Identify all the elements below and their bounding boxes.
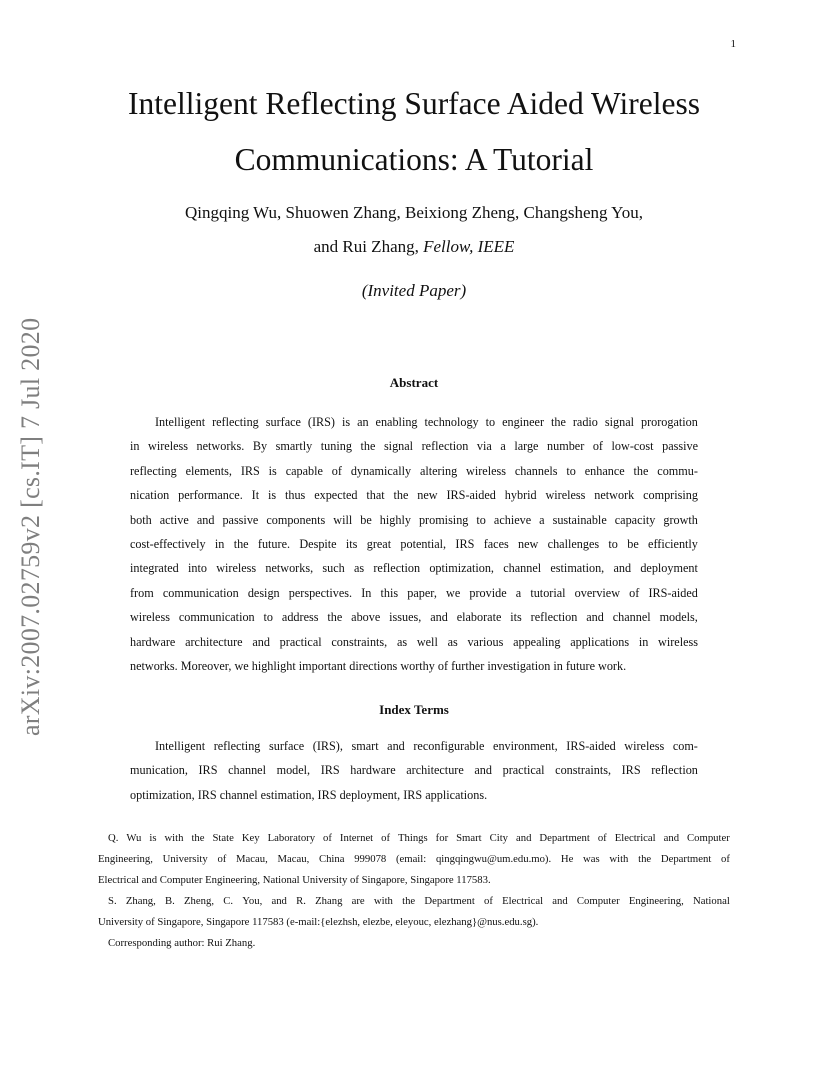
- word: signal: [604, 415, 634, 429]
- word: and: [613, 561, 632, 576]
- word: elements,: [185, 463, 232, 478]
- word: Computer: [159, 874, 206, 886]
- word: to: [485, 415, 496, 429]
- word: reflecting: [212, 415, 259, 429]
- word: Rui: [207, 937, 226, 949]
- word: channel: [228, 763, 266, 778]
- word: highly: [379, 512, 411, 527]
- word: provide: [469, 585, 507, 600]
- word: we: [234, 658, 252, 673]
- word: channel: [219, 787, 261, 802]
- word: and: [663, 832, 680, 844]
- word: reflection: [530, 610, 578, 625]
- word: radio: [572, 415, 598, 429]
- word: surface: [265, 415, 301, 429]
- word: National: [692, 895, 730, 907]
- word: engineer: [502, 415, 545, 429]
- word: hybrid: [504, 488, 537, 503]
- word: Q.: [108, 832, 119, 844]
- word: and: [141, 874, 160, 886]
- word: is: [267, 488, 277, 503]
- word: IRS: [198, 763, 218, 778]
- word: Computer: [687, 832, 730, 844]
- word: Macau,: [236, 853, 268, 865]
- word: practical: [502, 763, 545, 778]
- word: hardware: [130, 634, 176, 649]
- word: the: [360, 439, 376, 454]
- word: and: [387, 739, 405, 753]
- word: and: [252, 634, 270, 649]
- word: models,: [659, 610, 698, 625]
- word: the: [402, 895, 416, 907]
- word: deployment,: [339, 787, 404, 802]
- word: constraints,: [331, 634, 388, 649]
- word: Laboratory: [267, 832, 316, 844]
- word: elaborate: [456, 610, 502, 625]
- word: passive: [222, 512, 259, 527]
- word: University: [302, 874, 351, 886]
- index-terms-line: [130, 734, 698, 758]
- word: the: [633, 463, 649, 478]
- word: author:: [174, 937, 208, 949]
- word: network: [594, 488, 635, 503]
- word: in: [638, 634, 649, 649]
- word: of: [721, 853, 730, 865]
- word: great: [366, 536, 392, 551]
- word: the: [551, 415, 566, 429]
- word: cost-effectively: [130, 536, 206, 551]
- word: China: [318, 853, 345, 865]
- word: future: [565, 658, 599, 673]
- word: Zhang: [315, 895, 343, 907]
- word: surface: [268, 739, 305, 753]
- word: above: [351, 610, 381, 625]
- word: Zheng,: [184, 895, 215, 907]
- word: address: [281, 610, 319, 625]
- word: of: [592, 439, 603, 454]
- word: wireless: [545, 488, 586, 503]
- word: qingqingwu@um.edu.mo).: [435, 853, 552, 865]
- word: IRS: [197, 787, 220, 802]
- word: various: [467, 634, 504, 649]
- word: commu-: [657, 463, 698, 478]
- word: tuning: [320, 439, 352, 454]
- word: to: [263, 610, 274, 625]
- word: 117583: [252, 916, 287, 928]
- abstract-line: [130, 605, 698, 629]
- word: (e-mail:{elezhsh,: [286, 916, 363, 928]
- word: B.: [165, 895, 175, 907]
- word: that: [366, 488, 385, 503]
- word: practical: [279, 634, 322, 649]
- word: via: [476, 439, 492, 454]
- word: IRS-aided: [446, 488, 496, 503]
- index-terms-heading: Index Terms: [379, 702, 449, 717]
- word: 999078: [354, 853, 387, 865]
- word: Singapore: [206, 916, 253, 928]
- word: and: [474, 763, 492, 778]
- word: important: [298, 658, 350, 673]
- word: Despite: [299, 536, 337, 551]
- paper-title-line-2: Communications: A Tutorial: [234, 142, 594, 177]
- word: IRS: [621, 763, 641, 778]
- word: munication,: [130, 763, 188, 778]
- footnote-line: [98, 849, 730, 870]
- abstract-line: [130, 654, 698, 678]
- word: channels: [514, 463, 558, 478]
- index-terms-paragraph: [130, 734, 698, 807]
- word: architecture: [185, 634, 243, 649]
- word: Engineering,: [205, 874, 263, 886]
- word: reflection: [651, 763, 698, 778]
- word: smartly: [275, 439, 313, 454]
- word: capable: [285, 463, 323, 478]
- word: from: [130, 585, 154, 600]
- word: to: [476, 512, 486, 527]
- word: Moreover,: [180, 658, 235, 673]
- word: and: [552, 895, 568, 907]
- word: Computer: [576, 895, 620, 907]
- word: prorogation: [640, 415, 698, 429]
- word: design: [247, 585, 280, 600]
- word: (IRS): [307, 415, 335, 429]
- word: faces: [483, 536, 509, 551]
- footnote-line: [98, 912, 730, 933]
- word: well: [416, 634, 438, 649]
- word: perspectives.: [288, 585, 353, 600]
- word: City: [489, 832, 509, 844]
- word: appealing: [513, 634, 561, 649]
- word: an: [357, 415, 369, 429]
- word: IRS: [455, 536, 475, 551]
- word: thus: [284, 488, 306, 503]
- word: integrated: [130, 561, 179, 576]
- word: Singapore,: [157, 916, 207, 928]
- word: both: [130, 512, 152, 527]
- word: Engineering,: [98, 853, 153, 865]
- word: be: [360, 512, 372, 527]
- arxiv-identifier-stamp: arXiv:2007.02759v2 [cs.IT] 7 Jul 2020: [16, 317, 45, 736]
- word: By: [252, 439, 268, 454]
- word: constraints,: [555, 763, 612, 778]
- word: IRS: [317, 787, 340, 802]
- word: IRS-aided: [566, 739, 616, 753]
- word: Engineering,: [628, 895, 684, 907]
- word: eleyouc,: [395, 916, 434, 928]
- word: Department: [539, 832, 590, 844]
- page-number: 1: [730, 38, 736, 50]
- author-membership: Fellow, IEEE: [423, 237, 515, 256]
- word: (email:: [395, 853, 427, 865]
- word: a: [500, 439, 506, 454]
- word: of: [597, 832, 607, 844]
- word: altering: [419, 463, 458, 478]
- word: Smart: [456, 832, 482, 844]
- word: a: [515, 585, 522, 600]
- abstract-line: [130, 508, 698, 532]
- word: is: [149, 832, 157, 844]
- word: components: [266, 512, 326, 527]
- word: we: [446, 585, 461, 600]
- word: in: [553, 658, 566, 673]
- word: estimation,: [260, 787, 318, 802]
- word: of: [331, 463, 342, 478]
- word: wireless: [130, 610, 170, 625]
- word: reflecting: [213, 739, 261, 753]
- footnote-line: [98, 828, 730, 849]
- word: You,: [242, 895, 263, 907]
- abstract-line: [130, 410, 698, 434]
- word: model,: [276, 763, 311, 778]
- word: investigation: [487, 658, 554, 673]
- word: In: [361, 585, 372, 600]
- index-terms-line: [130, 783, 698, 807]
- word: the: [233, 536, 249, 551]
- word: and: [586, 610, 604, 625]
- word: applications: [570, 634, 630, 649]
- word: Things: [398, 832, 428, 844]
- word: worthy: [400, 658, 438, 673]
- word: comprising: [643, 488, 698, 503]
- abstract-line: [130, 581, 698, 605]
- word: networks,: [265, 561, 314, 576]
- word: expected: [314, 488, 358, 503]
- word: efficiently: [648, 536, 698, 551]
- word: a: [539, 512, 545, 527]
- word: Department: [660, 853, 712, 865]
- word: IRS: [320, 763, 340, 778]
- word: and: [196, 512, 215, 527]
- word: number: [547, 439, 585, 454]
- word: active: [159, 512, 189, 527]
- word: of: [323, 832, 332, 844]
- word: and: [516, 832, 532, 844]
- word: wireless: [216, 561, 257, 576]
- word: of: [381, 832, 391, 844]
- word: channel: [612, 610, 651, 625]
- author-list: [60, 196, 768, 264]
- word: new: [417, 488, 438, 503]
- word: with: [164, 832, 184, 844]
- word: as: [447, 634, 458, 649]
- abstract-line: [130, 532, 698, 556]
- footnote-line: [98, 891, 730, 912]
- author-list-line-1: Qingqing Wu, Shuowen Zhang, Beixiong Zheng, Changsheng You,: [185, 203, 643, 222]
- word: University: [98, 916, 146, 928]
- word: highlight: [251, 658, 299, 673]
- word: capacity: [614, 512, 656, 527]
- abstract-paragraph: [130, 410, 698, 678]
- word: large: [514, 439, 539, 454]
- word: channel: [503, 561, 542, 576]
- word: elezbe,: [362, 916, 396, 928]
- word: are: [351, 895, 365, 907]
- word: applications.: [425, 787, 488, 802]
- word: sustainable: [552, 512, 607, 527]
- word: enabling: [375, 415, 418, 429]
- word: Zhang.: [225, 937, 256, 949]
- word: with: [373, 895, 393, 907]
- word: work.: [598, 658, 627, 673]
- word: communication: [178, 610, 255, 625]
- word: Internet: [339, 832, 374, 844]
- word: low-cost: [611, 439, 654, 454]
- word: Electrical: [98, 874, 142, 886]
- word: as: [353, 561, 365, 576]
- paper-title: [60, 76, 768, 188]
- word: reflection: [421, 439, 469, 454]
- word: University: [162, 853, 208, 865]
- word: this: [380, 585, 399, 600]
- word: the: [638, 853, 652, 865]
- word: performance.: [178, 488, 243, 503]
- word: as: [396, 634, 408, 649]
- word: promising: [418, 512, 469, 527]
- word: Electrical: [614, 832, 656, 844]
- word: is: [341, 415, 351, 429]
- word: Singapore: [410, 874, 457, 886]
- word: was: [583, 853, 600, 865]
- word: challenges: [547, 536, 600, 551]
- word: directions: [349, 658, 401, 673]
- word: reconfigurable: [413, 739, 485, 753]
- word: optimization,: [130, 787, 198, 802]
- word: smart: [351, 739, 379, 753]
- word: of: [145, 916, 158, 928]
- word: potential,: [400, 536, 447, 551]
- footnote-line: [98, 870, 730, 891]
- word: It: [251, 488, 260, 503]
- author-footnotes: [98, 828, 730, 954]
- word: issues,: [389, 610, 422, 625]
- word: of: [217, 853, 227, 865]
- word: overview: [574, 585, 621, 600]
- word: wireless: [466, 463, 506, 478]
- word: IRS: [240, 463, 260, 478]
- word: Wu: [126, 832, 142, 844]
- word: is: [268, 463, 277, 478]
- word: estimation,: [550, 561, 605, 576]
- word: achieve: [493, 512, 532, 527]
- abstract-line: [130, 459, 698, 483]
- word: in: [130, 439, 140, 454]
- word: the: [327, 610, 343, 625]
- word: architecture: [406, 763, 464, 778]
- word: He: [560, 853, 574, 865]
- word: communication: [162, 585, 239, 600]
- word: of: [484, 895, 493, 907]
- word: and: [271, 895, 287, 907]
- abstract-line: [130, 483, 698, 507]
- abstract-heading: Abstract: [389, 375, 439, 390]
- word: such: [322, 561, 345, 576]
- word: National: [262, 874, 303, 886]
- word: Electrical: [502, 895, 544, 907]
- word: and: [430, 610, 448, 625]
- word: growth: [663, 512, 698, 527]
- word: nication: [130, 488, 170, 503]
- word: tutorial: [530, 585, 566, 600]
- word: R.: [296, 895, 306, 907]
- word: be: [627, 536, 639, 551]
- word: wireless: [148, 439, 188, 454]
- word: enhance: [584, 463, 625, 478]
- word: IRS: [403, 787, 426, 802]
- word: wireless: [658, 634, 698, 649]
- footnote-line: [98, 933, 730, 954]
- author-list-line-2-text: and Rui Zhang,: [313, 237, 424, 256]
- word: its: [345, 536, 358, 551]
- word: its: [510, 610, 522, 625]
- word: Singapore,: [361, 874, 411, 886]
- word: with: [609, 853, 629, 865]
- word: com-: [672, 739, 698, 753]
- word: in: [214, 536, 225, 551]
- word: into: [187, 561, 207, 576]
- index-terms-line: [130, 758, 698, 782]
- abstract-line: [130, 630, 698, 654]
- word: elezhang}@nus.edu.sg).: [434, 916, 539, 928]
- word: hardware: [350, 763, 396, 778]
- word: wireless: [624, 739, 665, 753]
- word: passive: [662, 439, 698, 454]
- word: C.: [223, 895, 234, 907]
- word: Zhang,: [125, 895, 156, 907]
- word: the: [393, 488, 409, 503]
- author-list-line-2: [60, 230, 768, 264]
- word: reflecting: [130, 463, 177, 478]
- word: environment,: [493, 739, 558, 753]
- invited-paper-note: (Invited Paper): [361, 281, 467, 300]
- word: Key: [241, 832, 260, 844]
- word: of: [437, 658, 452, 673]
- word: further: [451, 658, 488, 673]
- word: Corresponding: [108, 937, 175, 949]
- word: the: [191, 832, 205, 844]
- word: Intelligent: [155, 415, 206, 429]
- word: for: [435, 832, 449, 844]
- word: IRS-aided: [648, 585, 698, 600]
- word: networks.: [196, 439, 245, 454]
- word: (IRS),: [312, 739, 343, 753]
- word: signal: [383, 439, 414, 454]
- abstract-line: [130, 556, 698, 580]
- word: dynamically: [350, 463, 412, 478]
- word: to: [566, 463, 576, 478]
- word: S.: [108, 895, 117, 907]
- word: State: [212, 832, 234, 844]
- word: optimization,: [429, 561, 494, 576]
- abstract-line: [130, 434, 698, 458]
- word: technology: [424, 415, 479, 429]
- word: Macau,: [277, 853, 310, 865]
- word: Department: [424, 895, 475, 907]
- word: deployment: [640, 561, 698, 576]
- word: 117583.: [456, 874, 491, 886]
- word: future.: [257, 536, 291, 551]
- word: reflection: [373, 561, 421, 576]
- word: of: [350, 874, 362, 886]
- word: networks.: [130, 658, 181, 673]
- word: will: [333, 512, 353, 527]
- word: paper,: [407, 585, 437, 600]
- word: new: [518, 536, 539, 551]
- word: to: [608, 536, 618, 551]
- word: Intelligent: [155, 739, 206, 753]
- paper-title-line-1: Intelligent Reflecting Surface Aided Wireless: [128, 86, 700, 121]
- word: of: [629, 585, 640, 600]
